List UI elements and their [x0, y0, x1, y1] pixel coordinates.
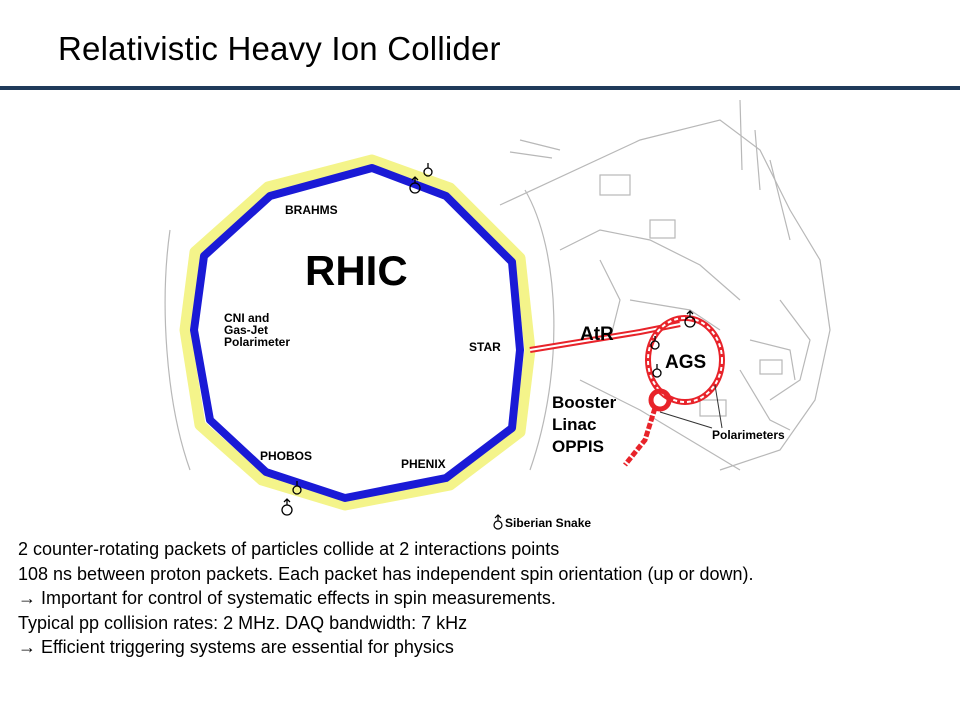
- body-line: 108 ns between proton packets. Each packet has independent spin orientation (up or down).: [18, 563, 754, 584]
- legend-siberian-snake: [494, 515, 591, 530]
- rhic-diagram: [0, 100, 960, 540]
- label-cni-line1: CNI and: [224, 311, 270, 325]
- label-brahms: BRAHMS: [285, 203, 338, 217]
- linac-line: [625, 408, 655, 465]
- legend-snake-arrow: [495, 515, 501, 521]
- label-phobos: PHOBOS: [260, 449, 313, 463]
- body-line: → Important for control of systematic effects in spin measurements.: [18, 588, 556, 608]
- slide-body-text: [18, 537, 938, 660]
- site-map-background: [165, 100, 830, 470]
- label-cni-line2: Gas-Jet: [224, 323, 269, 337]
- ring-label-rhic: RHIC: [305, 247, 408, 294]
- label-cni-line3: Polarimeter: [224, 335, 291, 349]
- label-atr: AtR: [580, 324, 614, 345]
- label-star: STAR: [469, 340, 501, 354]
- label-linac: Linac: [552, 415, 597, 434]
- slide-title: Relativistic Heavy Ion Collider: [58, 30, 501, 67]
- body-line: → Efficient triggering systems are essential for physics: [18, 637, 454, 657]
- label-polarimeters: Polarimeters: [712, 428, 785, 442]
- label-ags: AGS: [665, 352, 707, 373]
- title-divider: [0, 86, 960, 90]
- legend-snake-icon: [494, 521, 502, 529]
- label-phenix: PHENIX: [401, 457, 446, 471]
- body-line: 2 counter-rotating packets of particles collide at 2 interactions points: [18, 539, 560, 559]
- label-oppis: OPPIS: [552, 437, 604, 456]
- label-siberian-snake: Siberian Snake: [505, 516, 592, 530]
- label-booster: Booster: [552, 393, 617, 412]
- body-line: Typical pp collision rates: 2 MHz. DAQ bandwidth: 7 kHz: [18, 612, 468, 633]
